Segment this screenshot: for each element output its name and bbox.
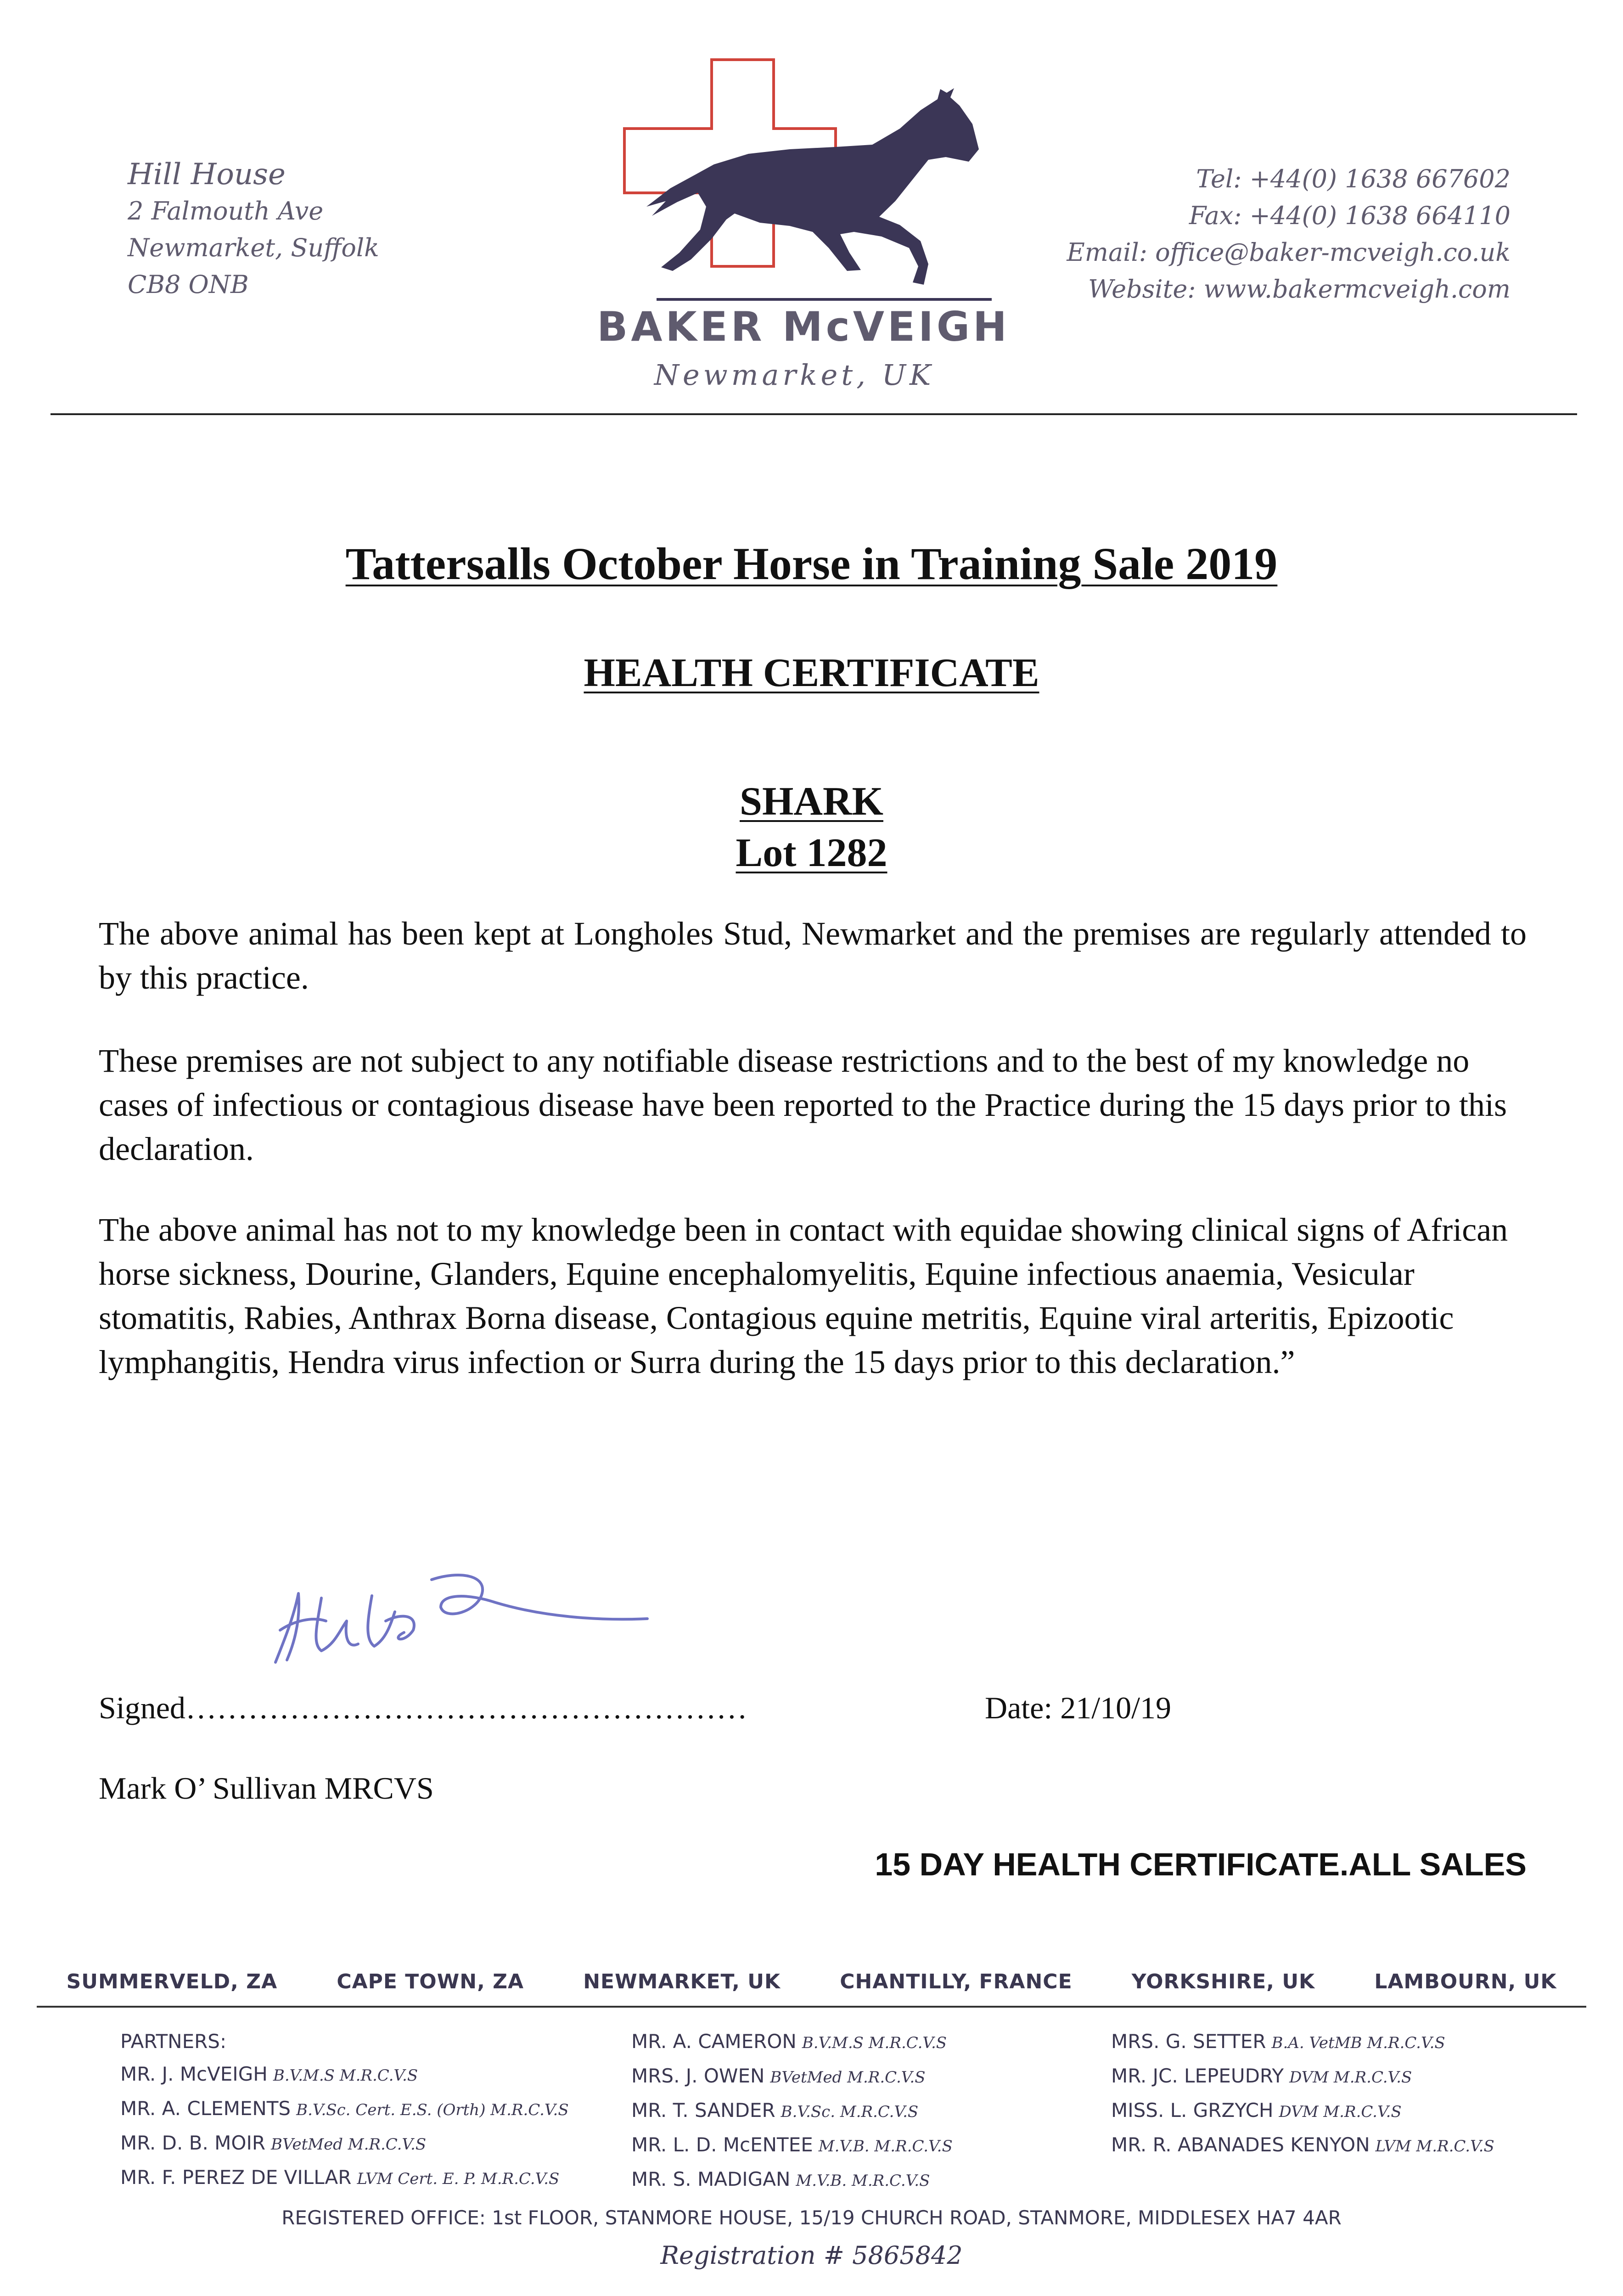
partner-name: MR. JC. LEPEUDRY: [1111, 2065, 1284, 2087]
partner-name: MISS. L. GRZYCH: [1111, 2099, 1274, 2122]
partners-column-1: [120, 2025, 569, 2195]
header-divider: [51, 413, 1577, 415]
partner-entry: [631, 2025, 953, 2060]
registration-number: Registration # 5865842: [660, 2241, 963, 2270]
partner-entry: [120, 2161, 569, 2195]
footer-divider: [37, 2006, 1586, 2008]
certificate-type: 15 DAY HEALTH CERTIFICATE.ALL SALES: [875, 1846, 1527, 1882]
partner-quals: LVM Cert. E. P. M.R.C.V.S: [357, 2170, 560, 2188]
partner-name: MRS. J. OWEN: [631, 2065, 765, 2087]
partner-entry: [1111, 2025, 1494, 2060]
partner-quals: B.A. VetMB M.R.C.V.S: [1271, 2034, 1445, 2052]
registered-office: REGISTERED OFFICE: 1st FLOOR, STANMORE HOUSE, 15/19 CHURCH ROAD, STANMORE, MIDDLESEX HA7 4AR: [281, 2206, 1342, 2229]
brand-name: BAKER McVEIGH: [597, 303, 1010, 350]
certificate-heading: [0, 650, 1623, 696]
partner-quals: B.V.Sc. M.R.C.V.S: [781, 2103, 919, 2121]
page-title: [0, 537, 1623, 590]
partner-name: MR. R. ABANADES KENYON: [1111, 2133, 1370, 2156]
location-item: NEWMARKET, UK: [583, 1970, 781, 1993]
partner-quals: B.V.M.S M.R.C.V.S: [273, 2066, 418, 2085]
partner-name: MR. F. PEREZ DE VILLAR: [120, 2166, 352, 2189]
partner-quals: DVM M.R.C.V.S: [1289, 2068, 1412, 2087]
partner-quals: M.V.B. M.R.C.V.S: [818, 2137, 953, 2155]
partner-quals: LVM M.R.C.V.S: [1375, 2137, 1494, 2155]
address-line: Hill House: [128, 158, 286, 191]
partner-entry: [1111, 2128, 1494, 2163]
address-line: CB8 ONB: [128, 270, 249, 299]
partner-quals: B.V.M.S M.R.C.V.S: [802, 2034, 947, 2052]
partner-entry: [1111, 2094, 1494, 2128]
brand-location: Newmarket, UK: [654, 358, 935, 392]
partner-name: MR. L. D. McENTEE: [631, 2133, 813, 2156]
office-locations: [37, 1970, 1586, 1993]
partner-quals: M.V.B. M.R.C.V.S: [796, 2172, 930, 2190]
signer-name: Mark O’ Sullivan MRCVS: [99, 1771, 434, 1806]
practice-address: [128, 156, 379, 303]
address-line: Newmarket, Suffolk: [128, 233, 379, 262]
partner-entry: [631, 2060, 953, 2094]
signed-line: Signed………………………………………………: [99, 1690, 747, 1725]
partner-entry: [120, 2127, 569, 2161]
paragraph-contact: The above animal has not to my knowledge been in contact with equidae showing clinical signs of African horse sickness, Dourine, Glanders, Equine encephalomyelitis, Equine infectious anaemia, Vesicular stomatitis, Rabies, Anthrax Borna disease, Contagious equine metritis, Equine viral arteritis, Epizootic lymphangitis, Hendra virus infection or Surra during the 15 days prior to this declaration.”: [99, 1211, 1508, 1380]
partner-entry: [631, 2128, 953, 2163]
logo: [597, 55, 1010, 404]
partners-column-2: [631, 2025, 953, 2197]
location-item: YORKSHIRE, UK: [1131, 1970, 1315, 1993]
partner-name: MRS. G. SETTER: [1111, 2030, 1266, 2053]
partner-name: MR. A. CLEMENTS: [120, 2097, 291, 2120]
partner-entry: [631, 2163, 953, 2197]
partner-name: MR. D. B. MOIR: [120, 2132, 266, 2154]
partner-entry: [120, 2092, 569, 2127]
partner-entry: [1111, 2060, 1494, 2094]
partner-name: MR. S. MADIGAN: [631, 2168, 791, 2190]
horse-icon: [646, 88, 979, 285]
address-line: 2 Falmouth Ave: [128, 197, 324, 225]
fax-line: Fax: +44(0) 1638 664110: [1189, 201, 1511, 230]
location-item: SUMMERVELD, ZA: [66, 1970, 278, 1993]
partner-quals: BVetMed M.R.C.V.S: [770, 2068, 926, 2087]
partner-name: MR. A. CAMERON: [631, 2030, 797, 2053]
horse-identity: [0, 776, 1623, 879]
partner-quals: BVetMed M.R.C.V.S: [271, 2135, 427, 2154]
date-field: Date: 21/10/19: [985, 1690, 1172, 1725]
paragraph-restrictions: These premises are not subject to any notifiable disease restrictions and to the best of my knowledge no cases of infectious or contagious disease have been reported to the Practice during the 15 days prior to this declaration.: [99, 1042, 1507, 1167]
partners-column-3: [1111, 2025, 1494, 2163]
partner-quals: DVM M.R.C.V.S: [1279, 2103, 1402, 2121]
signature: [266, 1552, 661, 1681]
partner-entry: [120, 2058, 569, 2092]
lot-number: Lot 1282: [736, 831, 887, 875]
partners-label: PARTNERS:: [120, 2030, 227, 2053]
location-item: LAMBOURN, UK: [1374, 1970, 1557, 1993]
website-line[interactable]: Website: www.bakermcveigh.com: [1088, 275, 1511, 304]
phone-line: Tel: +44(0) 1638 667602: [1196, 164, 1511, 193]
location-item: CAPE TOWN, ZA: [337, 1970, 524, 1993]
partner-entry: [631, 2094, 953, 2128]
subtitle-text: HEALTH CERTIFICATE: [584, 651, 1039, 695]
partner-name: MR. T. SANDER: [631, 2099, 775, 2122]
email-line[interactable]: Email: office@baker-mcveigh.co.uk: [1067, 238, 1511, 267]
contact-details: [1067, 161, 1511, 308]
title-text: Tattersalls October Horse in Training Sale 2019: [345, 538, 1278, 589]
horse-name: SHARK: [740, 779, 883, 824]
paragraph-premises: The above animal has been kept at Longholes Stud, Newmarket and the premises are regularly attended to by this practice.: [99, 915, 1527, 996]
partner-name: MR. J. McVEIGH: [120, 2063, 268, 2085]
location-item: CHANTILLY, FRANCE: [840, 1970, 1073, 1993]
partner-quals: B.V.Sc. Cert. E.S. (Orth) M.R.C.V.S: [296, 2101, 569, 2119]
